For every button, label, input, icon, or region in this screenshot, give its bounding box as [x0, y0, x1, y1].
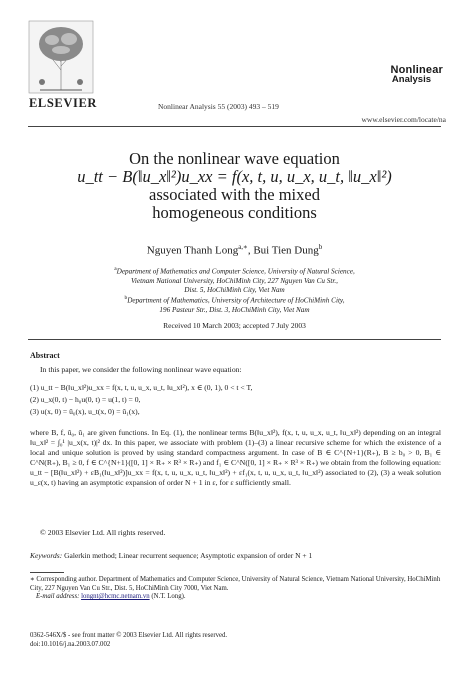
title-equation: u_tt − B(‖u_x‖²)u_xx = f(x, t, u, u_x, u_t, ‖u_x‖²)	[77, 167, 392, 186]
journal-url[interactable]: www.elsevier.com/locate/na	[361, 115, 446, 124]
keywords-label: Keywords:	[30, 551, 63, 560]
title-line-4: homogeneous conditions	[152, 203, 317, 222]
equation-2: (2) u_x(0, t) − h₀u(0, t) = u(1, t) = 0,	[30, 395, 141, 404]
issn-line: 0362-546X/$ - see front matter © 2003 Elsevier Ltd. All rights reserved.	[30, 632, 228, 639]
title-line-1: On the nonlinear wave equation	[129, 149, 340, 168]
abstract-heading: Abstract	[30, 351, 60, 360]
email-label: E-mail address:	[36, 593, 80, 601]
author-separator: ,	[247, 244, 251, 257]
footnote-text: ∗ Corresponding author. Department of Mathematics and Computer Science, University of Natural Science, Vietnam National University, HoChiMinh City, 227 Nguyen Van Cu Str., Dist. 5, HoChiMinh City 7000, Viet Nam.	[30, 576, 441, 592]
header-rule	[28, 126, 441, 127]
footnote-rule	[30, 572, 64, 573]
keywords-text: Galerkin method; Linear recurrent sequence; Asymptotic expansion of order N + 1	[64, 551, 313, 560]
author-1-marks: a,∗	[238, 243, 248, 251]
author-list	[28, 243, 441, 257]
keywords	[30, 551, 441, 560]
elsevier-tree-logo	[28, 20, 94, 94]
affiliation-a-mark: a	[114, 266, 117, 272]
email-link[interactable]: longnt@hcmc.netnam.vn	[81, 593, 150, 601]
received-dates: Received 10 March 2003; accepted 7 July 2003	[163, 321, 306, 330]
affiliation-a-line2: Vietnam National University, HoChiMinh City, 227 Nguyen Van Cu Str.,	[131, 276, 338, 285]
title-line-3: associated with the mixed	[149, 185, 320, 204]
affiliation-a-line3: Dist. 5, HoChiMinh City, Viet Nam	[184, 285, 285, 294]
abstract-intro: In this paper, we consider the following nonlinear wave equation:	[40, 365, 242, 374]
affiliation-b-line1: Department of Mathematics, University of Architecture of HoChiMinh City,	[127, 296, 345, 305]
doi-line[interactable]: doi:10.1016/j.na.2003.07.002	[30, 641, 111, 648]
author-2-marks: b	[318, 243, 323, 251]
journal-logo-line2: Analysis	[391, 74, 431, 85]
article-title	[28, 150, 441, 222]
journal-logo	[357, 66, 443, 84]
affiliation-b	[28, 294, 441, 315]
journal-citation: Nonlinear Analysis 55 (2003) 493 – 519	[158, 102, 279, 111]
footnote	[30, 576, 441, 602]
affiliation-b-mark: b	[124, 295, 128, 301]
affiliation-a-line1: Department of Mathematics and Computer Science, University of Natural Science,	[116, 267, 355, 276]
affiliation-a	[28, 265, 441, 295]
journal-logo-line1: Nonlinear	[390, 64, 443, 76]
affiliation-b-line2: 196 Pasteur Str., Dist. 3, HoChiMinh City, Viet Nam	[159, 305, 310, 314]
abstract-copyright: © 2003 Elsevier Ltd. All rights reserved.	[40, 528, 166, 537]
abstract-top-rule	[28, 339, 441, 340]
email-suffix: (N.T. Long).	[151, 593, 186, 601]
abstract-body: where B, f, ũ₀, ũ₁ are given functions. In Eq. (1), the nonlinear terms B(‖u_x‖²), f(x, t, u, u_x, u_t, ‖u_x‖²) depending on an integral ‖u_x‖² = ∫₀¹ |u_x(x, t)|² dx. In this paper, we associate with problem (1)–(3) a linear recursive scheme for which the existence of a local and unique solution is proved by using standard compactness argument. In case of B ∈ C^{N+1}(R₊), B ≥ b₀ > 0, B₁ ∈ C^N(R₊), B₁ ≥ 0, f ∈ C^{N+1}([0, 1] × R₊ × R³ × R₊) and f₁ ∈ C^N([0, 1] × R₊ × R³ × R₊) we obtain from the following equation: u_tt − [B(‖u_x‖²) + εB₁(‖u_x‖²)]u_xx = f(x, t, u, u_x, u_t, ‖u_x‖²) + εf₁(x, t, u, u_x, u_t, ‖u_x‖²) associated to (2), (3) a weak solution u_ε(x, t) having an asymptotic expansion of order N + 1 in ε, for ε sufficiently small.	[30, 428, 441, 487]
author-2: Bui Tien Dung	[253, 244, 319, 257]
publisher-name: ELSEVIER	[29, 96, 98, 110]
equation-3: (3) u(x, 0) = ũ₀(x), u_t(x, 0) = ũ₁(x),	[30, 407, 140, 416]
publication-info	[30, 631, 227, 649]
equation-1: (1) u_tt − B(‖u_x‖²)u_xx = f(x, t, u, u_x, u_t, ‖u_x‖²), x ∈ (0, 1), 0 < t < T,	[30, 383, 253, 392]
author-1: Nguyen Thanh Long	[146, 244, 239, 257]
